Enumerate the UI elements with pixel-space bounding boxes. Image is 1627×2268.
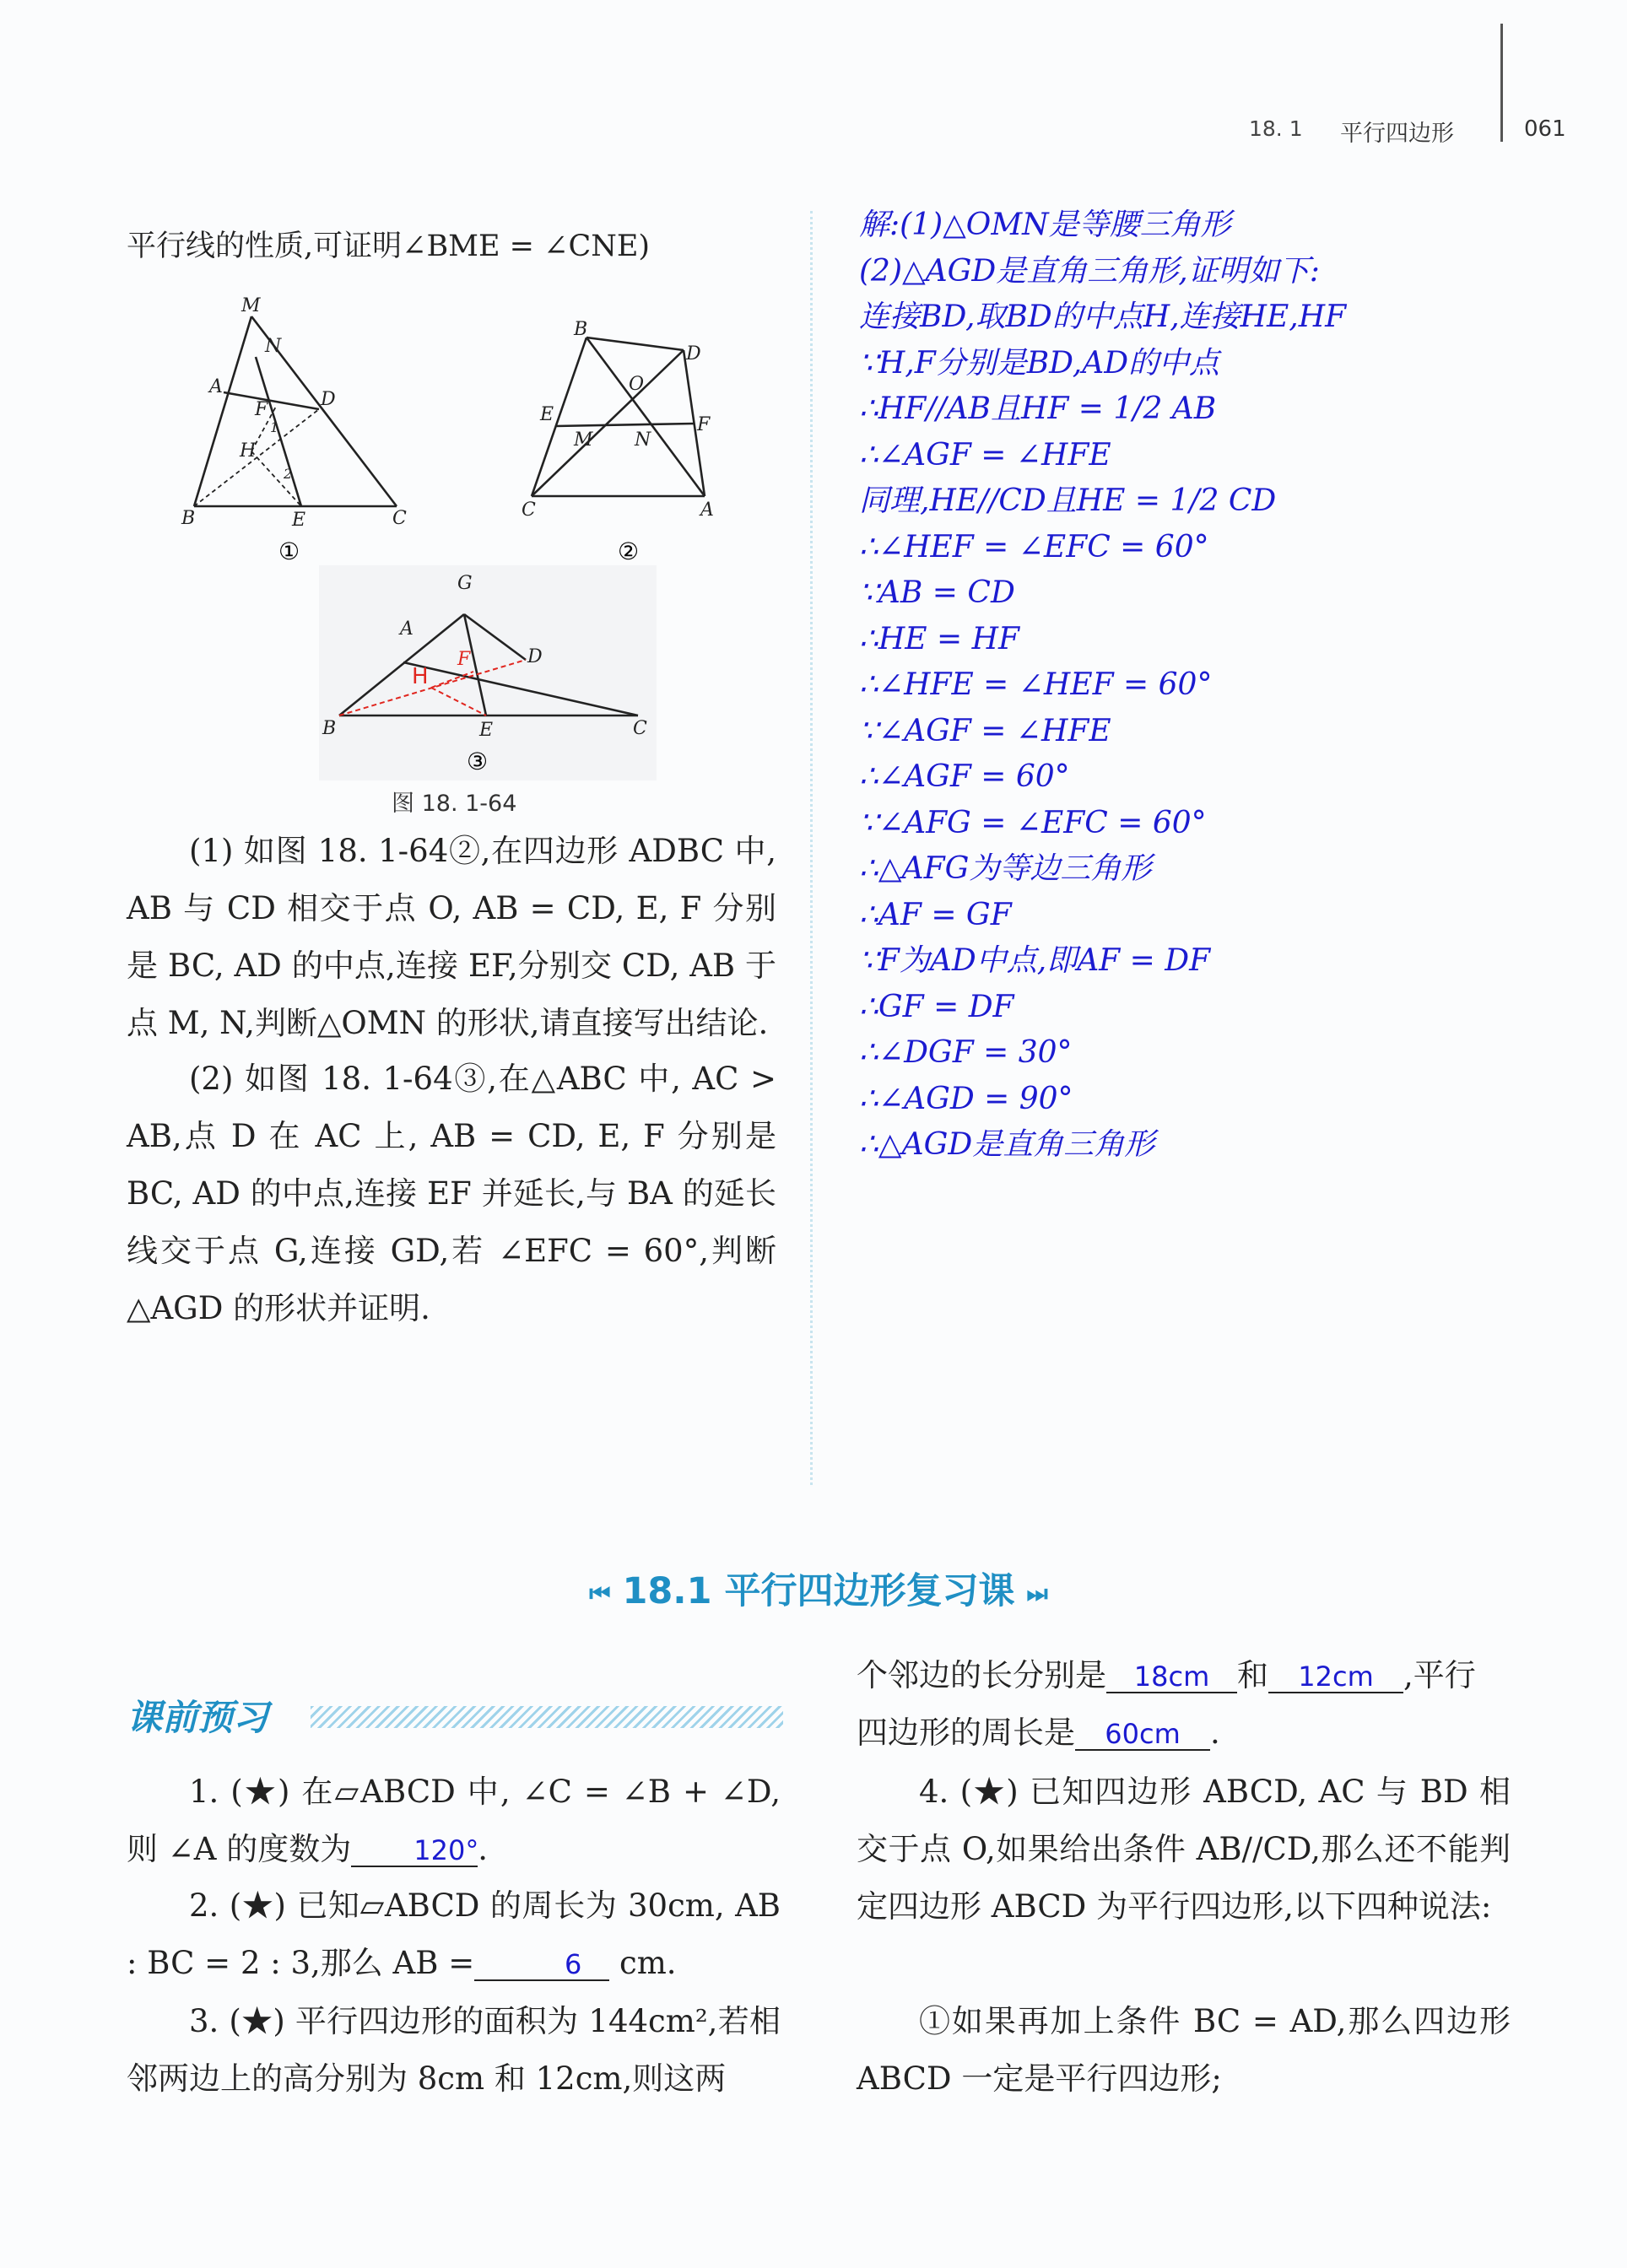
page-number: 061 <box>1524 116 1566 142</box>
preview-stripe <box>311 1706 783 1728</box>
exercise-3-cont-c: ,平行 <box>1403 1657 1476 1693</box>
exercise-1-answer: 120° <box>351 1835 478 1867</box>
exercise-3-cont-b: 和 <box>1237 1657 1268 1693</box>
exercise-1 <box>127 1763 781 1878</box>
fast-forward-icon: ⏭ <box>1026 1579 1048 1607</box>
exercise-3-answer-3: 60cm <box>1075 1719 1210 1751</box>
answer-line: ∴∠DGF = 30° <box>859 1035 1073 1070</box>
label-F: F <box>697 414 711 435</box>
label-A: A <box>400 618 414 640</box>
figure-3-label: ③ <box>467 748 489 775</box>
exercise-3-text: 3. (★) 平行四边形的面积为 144cm²,若相邻两边上的高分别为 8cm 和 12cm,则这两 <box>127 2003 781 2097</box>
figure-caption: 图 18. 1-64 <box>392 791 517 817</box>
answer-line: 解:(1)△OMN是等腰三角形 <box>859 208 1231 242</box>
column-divider <box>810 211 813 1485</box>
label-C: C <box>392 508 407 529</box>
label-B: B <box>322 718 337 739</box>
exercise-3 <box>127 1993 781 2108</box>
label-D: D <box>321 389 336 410</box>
label-A: A <box>700 500 714 521</box>
section-banner <box>540 1563 1097 1614</box>
exercise-4-text: 4. (★) 已知四边形 ABCD, AC 与 BD 相交于点 O,如果给出条件 AB//CD,那么还不能判定四边形 ABCD 为平行四边形,以下四种说法: <box>857 1774 1511 1925</box>
label-O: O <box>629 374 645 395</box>
answer-line: ∵∠AGF = ∠HFE <box>859 713 1111 748</box>
exercise-3-cont-d: 四边形的周长是 <box>857 1714 1075 1751</box>
label-M: M <box>574 429 593 451</box>
question-1 <box>127 823 776 1052</box>
exercise-1-end: . <box>478 1831 489 1867</box>
exercise-4-item-1 <box>857 1993 1511 2108</box>
label-D: D <box>686 343 701 364</box>
answer-line: ∵F为AD中点,即AF = DF <box>859 943 1211 978</box>
label-F: F <box>457 649 471 670</box>
label-N: N <box>635 429 651 451</box>
label-N: N <box>265 336 282 357</box>
answer-line: ∴∠AGF = ∠HFE <box>859 437 1111 472</box>
figure-2 <box>515 312 734 565</box>
question-2 <box>127 1050 776 1337</box>
figure-1-label: ① <box>278 537 300 565</box>
answer-line: ∵H,F分别是BD,AD的中点 <box>859 345 1220 381</box>
question-2-text: (2) 如图 18. 1-64③,在△ABC 中, AC > AB,点 D 在 AC 上, AB = CD, E, F 分别是 BC, AD 的中点,连接 EF 并延长,与 BA 的延长线交于点 G,连接 GD,若 ∠EFC = 60°,判断△AGD 的形状并证明. <box>127 1061 776 1326</box>
header-rule <box>1500 24 1503 142</box>
answer-line: ∴∠HEF = ∠EFC = 60° <box>859 529 1209 564</box>
answer-line: ∵∠AFG = ∠EFC = 60° <box>859 805 1207 840</box>
answer-line: 连接BD,取BD的中点H,连接HE,HF <box>859 300 1347 334</box>
label-C: C <box>522 500 536 521</box>
exercise-2-end: cm. <box>619 1945 677 1981</box>
label-2: 2 <box>284 466 293 482</box>
label-H: H <box>240 440 257 462</box>
label-E: E <box>540 404 554 425</box>
figure-1 <box>177 291 430 565</box>
exercise-4-item-1-text: ①如果再加上条件 BC = AD,那么四边形 ABCD 一定是平行四边形; <box>857 2003 1511 2097</box>
rewind-icon: ⏮ <box>589 1579 611 1607</box>
exercise-3-answer-1: 18cm <box>1106 1661 1237 1693</box>
answer-line: ∵AB = CD <box>859 575 1015 610</box>
exercise-1-text: 1. (★) 在▱ABCD 中, ∠C = ∠B + ∠D,则 ∠A 的度数为 <box>127 1774 781 1867</box>
answer-line: ∴∠HFE = ∠HEF = 60° <box>859 667 1213 702</box>
label-B: B <box>574 319 588 340</box>
intro-text: 平行线的性质,可证明∠BME = ∠CNE) <box>127 230 651 263</box>
label-H: H <box>412 664 429 689</box>
exercise-2-text: 2. (★) 已知▱ABCD 的周长为 30cm, AB : BC = 2 : 3,那么 AB = <box>127 1887 781 1981</box>
answer-block <box>859 202 1346 1169</box>
preview-title: 课前预习 <box>127 1697 269 1738</box>
exercise-3-answer-2: 12cm <box>1268 1661 1403 1693</box>
exercise-4 <box>857 1763 1511 1936</box>
label-1: 1 <box>270 419 279 435</box>
section-banner-title: 18.1 平行四边形复习课 <box>622 1570 1015 1612</box>
line-BD <box>586 338 684 350</box>
label-F: F <box>255 399 268 420</box>
label-M: M <box>241 295 261 316</box>
label-G: G <box>457 573 473 594</box>
answer-line: ∴HF//AB且HF = 1/2 AB <box>859 392 1217 426</box>
exercise-2 <box>127 1877 781 1992</box>
exercise-3-continued <box>857 1647 1511 1762</box>
answer-line: ∴AF = GF <box>859 897 1012 932</box>
label-A: A <box>209 376 223 397</box>
exercise-2-answer: 6 <box>474 1949 609 1981</box>
answer-line: 同理,HE//CD且HE = 1/2 CD <box>859 483 1277 518</box>
label-E: E <box>292 510 306 531</box>
exercise-3-cont-a: 个邻边的长分别是 <box>857 1657 1106 1693</box>
line-MB <box>194 316 251 506</box>
figure-3 <box>319 565 657 780</box>
answer-line: ∴GF = DF <box>859 989 1014 1024</box>
answer-line: ∴∠AGD = 90° <box>859 1081 1073 1116</box>
answer-line: ∴△AFG为等边三角形 <box>859 851 1152 886</box>
label-E: E <box>479 720 494 741</box>
exercise-3-cont-e: . <box>1210 1714 1220 1751</box>
label-B: B <box>181 508 196 529</box>
answer-line: (2)△AGD是直角三角形,证明如下: <box>859 253 1320 289</box>
answer-line: ∴∠AGF = 60° <box>859 759 1070 794</box>
header-title: 平行四边形 <box>1340 121 1454 147</box>
answer-line: ∴HE = HF <box>859 621 1020 656</box>
line-EF <box>555 424 694 426</box>
label-C: C <box>633 718 647 739</box>
label-D: D <box>527 646 543 667</box>
figure-2-label: ② <box>618 537 640 565</box>
header-section: 18. 1 <box>1249 116 1303 141</box>
answer-line: ∴△AGD是直角三角形 <box>859 1127 1155 1162</box>
question-1-text: (1) 如图 18. 1-64②,在四边形 ADBC 中, AB 与 CD 相交于点 O, AB = CD, E, F 分别是 BC, AD 的中点,连接 EF,分别交 CD, AB 于点 M, N,判断△OMN 的形状,请直接写出结论. <box>127 833 776 1041</box>
